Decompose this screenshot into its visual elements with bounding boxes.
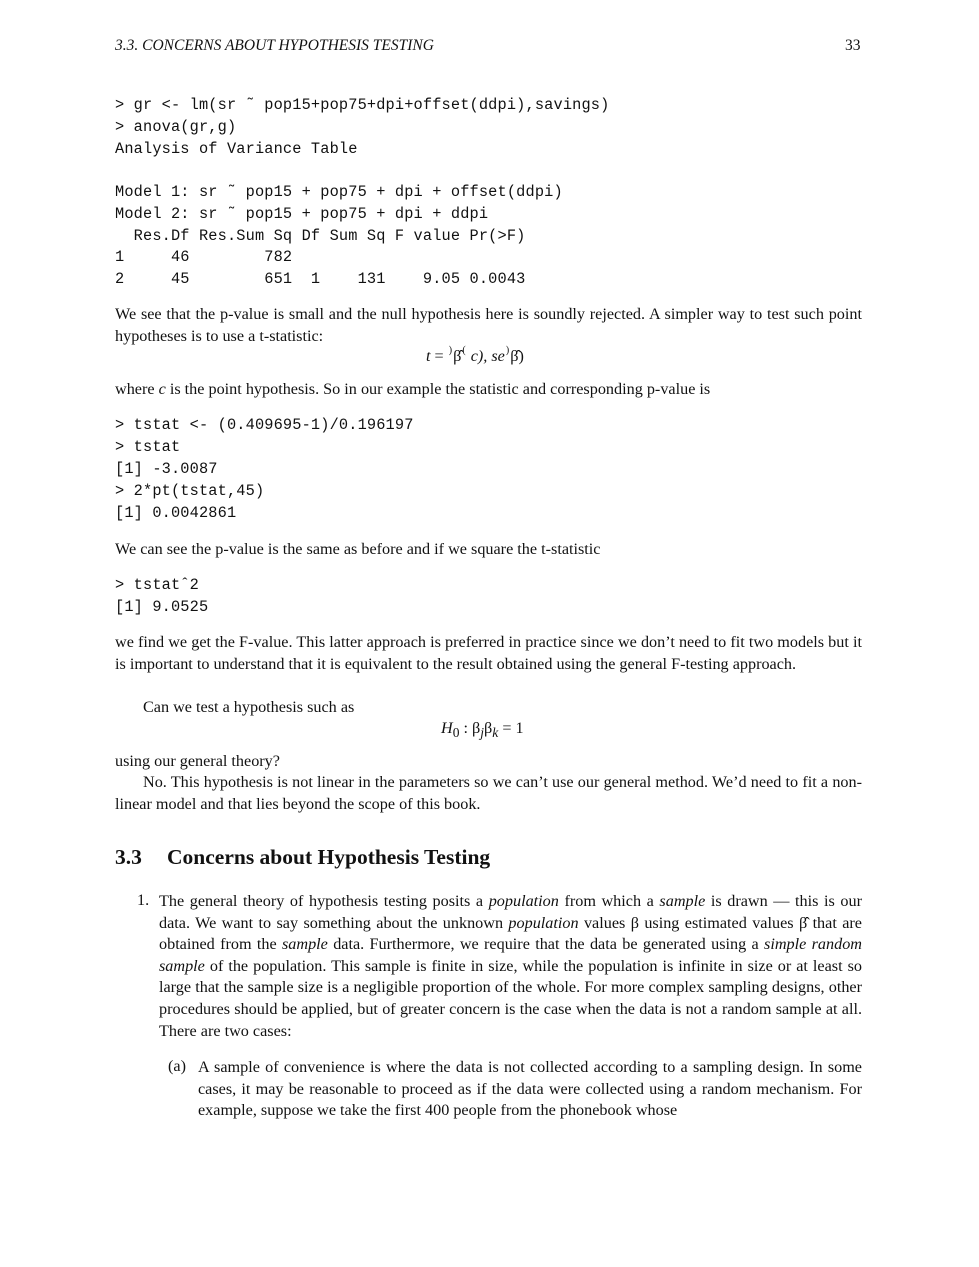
list-marker: (a) bbox=[168, 1057, 186, 1075]
emphasis: sample bbox=[282, 935, 328, 954]
code-line: > 2*pt(tstat,45) bbox=[115, 482, 265, 500]
eq-part: = 1 bbox=[498, 719, 524, 737]
code-line: Model 2: sr ˜ pop15 + pop75 + dpi + ddpi bbox=[115, 205, 489, 223]
section-heading bbox=[115, 845, 490, 870]
paragraph: we find we get the F-value. This latter approach is preferred in practice since we don’t need to fit two models but it is important to understand that it is equivalent to the result obtained using the general F-testing approach. bbox=[115, 633, 862, 673]
paragraph bbox=[115, 379, 862, 401]
code-line: > tstat <- (0.409695-1)/0.196197 bbox=[115, 416, 414, 434]
code-line: Analysis of Variance Table bbox=[115, 140, 358, 158]
eq-beta-hat: β̂ bbox=[453, 347, 462, 365]
variable-c: c bbox=[158, 380, 166, 398]
emphasis: population bbox=[508, 913, 579, 932]
code-line: [1] 9.0525 bbox=[115, 598, 209, 616]
text-span: where bbox=[115, 380, 159, 398]
eq-h: H bbox=[441, 719, 453, 737]
code-line: 2 45 651 1 131 9.05 0.0043 bbox=[115, 270, 526, 288]
paragraph: using our general theory? bbox=[115, 752, 280, 770]
list-item bbox=[159, 891, 862, 1042]
list-item: A sample of convenience is where the data is not collected according to a sampling design. In some cases, it may be reasonable to proceed as if the data were collected using a random mechanism. For example, suppose we take the first 400 people from the phonebook whose bbox=[198, 1058, 862, 1120]
text-span: is the point hypothesis. So in our example the statistic and corresponding p-value is bbox=[165, 380, 711, 398]
text-span: values β using estimated values β̂ that are obtained from the bbox=[159, 913, 862, 954]
code-line: [1] 0.0042861 bbox=[115, 504, 237, 522]
paragraph: We see that the p-value is small and the null hypothesis here is soundly rejected. A simpler way to test such point hypotheses is to use a t-statistic: bbox=[115, 305, 862, 345]
emphasis: simple random sample bbox=[159, 935, 862, 975]
eq-part: β bbox=[484, 719, 493, 737]
section-number: 3.3 bbox=[115, 845, 142, 869]
running-title: 3.3. CONCERNS ABOUT HYPOTHESIS TESTING bbox=[115, 37, 434, 54]
emphasis: sample bbox=[659, 892, 706, 910]
section-title: Concerns about Hypothesis Testing bbox=[167, 845, 491, 869]
t-statistic-equation: t = )β̂( c), se)β̂) bbox=[426, 345, 524, 365]
eq-sub: k bbox=[492, 725, 499, 741]
text-span: is drawn — this is our data. We want to say something about the unknown bbox=[159, 892, 862, 932]
paragraph: We can see the p-value is the same as before and if we square the t-statistic bbox=[115, 540, 601, 558]
paragraph: No. This hypothesis is not linear in the parameters so we can’t use our general method. We’d need to fit a non-linear model and that lies beyond the scope of this book. bbox=[115, 773, 862, 813]
hypothesis-equation bbox=[441, 719, 524, 741]
page-number: 33 bbox=[845, 37, 861, 54]
code-line: [1] -3.0087 bbox=[115, 460, 218, 478]
eq-rest: c), se bbox=[470, 347, 505, 365]
text-span: data. Furthermore, we require that the data be generated using a bbox=[327, 935, 765, 954]
text-span: from which a bbox=[558, 892, 660, 910]
code-line: > tstatˆ2 bbox=[115, 576, 199, 594]
code-line: 1 46 782 bbox=[115, 248, 293, 266]
code-line: > tstat bbox=[115, 438, 181, 456]
emphasis: population bbox=[488, 892, 559, 910]
code-line: > gr <- lm(sr ˜ pop15+pop75+dpi+offset(ddpi),savings) bbox=[115, 96, 610, 114]
eq-variable: t bbox=[426, 347, 431, 365]
eq-beta-hat-se: β̂) bbox=[510, 347, 524, 365]
text-span: of the population. This sample is finite in size, while the population is infinite in size or at least so large that the sample size is a negligible proportion of the whole. For more complex sampling designs, other procedures should be applied, but of greater concern is the case when the data is not a random sample at all. There are two cases: bbox=[159, 956, 862, 1040]
code-line: > anova(gr,g) bbox=[115, 118, 237, 136]
eq-part: : β bbox=[459, 719, 481, 737]
list-marker: 1. bbox=[137, 891, 150, 909]
paragraph: Can we test a hypothesis such as bbox=[143, 698, 355, 716]
code-line: Model 1: sr ˜ pop15 + pop75 + dpi + offset(ddpi) bbox=[115, 183, 563, 201]
code-line: Res.Df Res.Sum Sq Df Sum Sq F value Pr(>F) bbox=[115, 227, 526, 245]
eq-sub: j bbox=[480, 725, 485, 741]
eq-sub: 0 bbox=[452, 725, 460, 741]
text-span: The general theory of hypothesis testing posits a bbox=[159, 892, 489, 910]
